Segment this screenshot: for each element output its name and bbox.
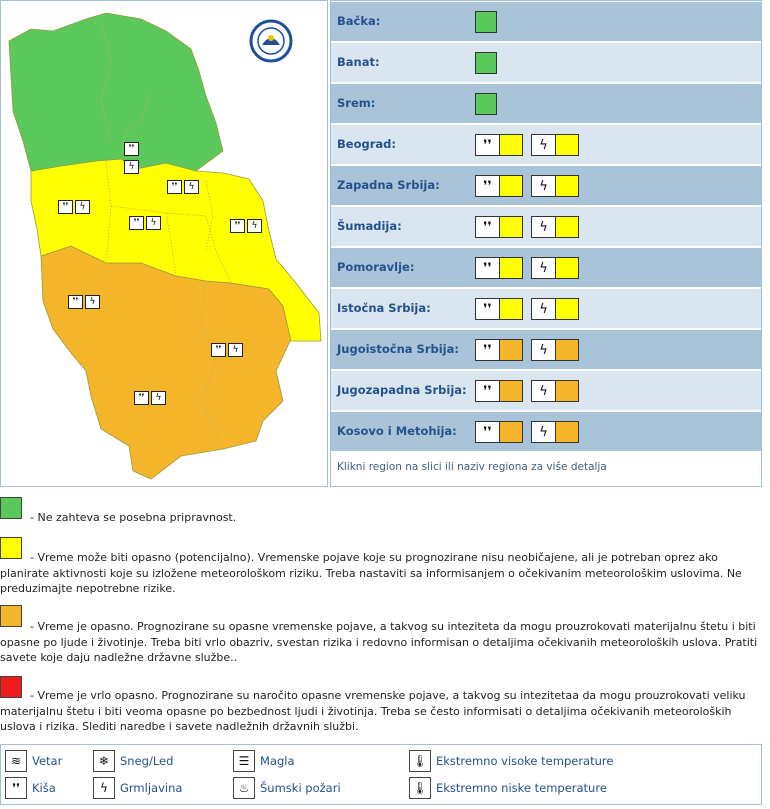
- warning-indicator: [531, 175, 579, 197]
- serbia-warning-map: [0, 0, 328, 487]
- map-thunderstorm-icon: ϟ: [151, 391, 166, 405]
- region-name-link[interactable]: Jugozapadna Srbija:: [337, 383, 467, 397]
- warning-indicator: [531, 339, 579, 361]
- map-thunderstorm-icon: ϟ: [75, 200, 90, 214]
- thunderstorm-icon: ϟ: [532, 176, 556, 196]
- warning-indicator: [475, 339, 523, 361]
- region-name-link[interactable]: Srem:: [337, 96, 376, 110]
- warning-indicator: [531, 134, 579, 156]
- warning-indicator: [475, 257, 523, 279]
- warning-level-yellow: [556, 217, 578, 237]
- icon-key-item: [233, 776, 341, 800]
- map-rain-icon: ❜❜: [134, 391, 149, 405]
- thunderstorm-icon: ϟ: [532, 217, 556, 237]
- map-rain-icon: ❜❜: [58, 200, 73, 214]
- forest-fire-icon: ♨: [233, 777, 255, 799]
- region-row[interactable]: [331, 166, 761, 205]
- region-row[interactable]: [331, 125, 761, 164]
- warning-indicator: [531, 216, 579, 238]
- region-row[interactable]: [331, 43, 761, 82]
- thunderstorm-icon: ϟ: [532, 258, 556, 278]
- warning-level-orange: [500, 340, 522, 360]
- map-thunderstorm-icon: ϟ: [146, 216, 161, 230]
- region-name-link[interactable]: Šumadija:: [337, 219, 402, 233]
- fog-icon: ☰: [233, 750, 255, 772]
- map-thunderstorm-icon: ϟ: [85, 295, 100, 309]
- icon-key: [0, 744, 762, 805]
- warning-level-orange: [556, 340, 578, 360]
- icon-key-label: Magla: [260, 754, 295, 768]
- region-name-link[interactable]: Banat:: [337, 55, 380, 69]
- legend-red-text: - Vreme je vrlo opasno. Prognozirane su naročito opasne vremenske pojave, a takvog su intezitetaa da mogu prouzrokovati veliku materijalnu štetu i biti veoma opasne po bezbednost ljudi i životinja. Treba se često informisati o detaljima očekivanih meteoroloških uslova i rizika. Slediti naredbe i savete nadležnih državnih službi.: [0, 689, 746, 733]
- rain-icon: ❜❜: [476, 340, 500, 360]
- legend-yellow-text: - Vreme može biti opasno (potencijalno). Vremenske pojave koje su prognozirane nisu neobičajene, ali je potreban oprez ako planirate aktivnosti koje su izložene meteorološkom riziku. Treba nastaviti sa informisanjem o očekivanim meteorološkim uslovima. Ne preduzimajte nepotrebne rizike.: [0, 551, 742, 595]
- status-green-box: [475, 52, 497, 74]
- map-thunderstorm-icon: ϟ: [184, 180, 199, 194]
- warning-indicator: [531, 421, 579, 443]
- map-rain-icon: ❜❜: [211, 343, 226, 357]
- status-green-box: [475, 93, 497, 115]
- region-row[interactable]: [331, 289, 761, 328]
- warning-level-yellow: [556, 258, 578, 278]
- icon-key-label: Ekstremno niske temperature: [436, 781, 607, 795]
- warning-level-yellow: [556, 135, 578, 155]
- rain-icon: ❜❜: [476, 258, 500, 278]
- region-name-link[interactable]: Beograd:: [337, 137, 396, 151]
- warning-level-orange: [500, 381, 522, 401]
- region-name-link[interactable]: Pomoravlje:: [337, 260, 415, 274]
- high-temperature-icon: 🌡: [409, 750, 431, 772]
- thunderstorm-icon: ϟ: [532, 381, 556, 401]
- icon-key-item: [5, 749, 62, 773]
- rain-icon: ❜❜: [476, 422, 500, 442]
- region-name-link[interactable]: Istočna Srbija:: [337, 301, 431, 315]
- map-thunderstorm-icon: ϟ: [228, 343, 243, 357]
- region-name-link[interactable]: Zapadna Srbija:: [337, 178, 440, 192]
- icon-key-item: [93, 749, 173, 773]
- warning-indicator: [475, 175, 523, 197]
- rain-icon: ❜❜: [476, 381, 500, 401]
- icon-key-label: Kiša: [32, 781, 56, 795]
- region-row[interactable]: [331, 330, 761, 369]
- thunderstorm-icon: ϟ: [532, 422, 556, 442]
- map-thunderstorm-icon: ϟ: [124, 160, 139, 174]
- warning-level-yellow: [500, 176, 522, 196]
- map-rain-icon: ❜❜: [230, 219, 245, 233]
- wind-icon: ≋: [5, 750, 27, 772]
- map-rain-icon: ❜❜: [124, 142, 139, 156]
- rain-icon: ❜❜: [476, 217, 500, 237]
- rain-icon: ❜❜: [476, 135, 500, 155]
- warning-indicator: [475, 298, 523, 320]
- legend-green-text: - Ne zahteva se posebna pripravnost.: [30, 511, 237, 524]
- legend-orange-text: - Vreme je opasno. Prognozirane su opasne vremenske pojave, a takvog su inteziteta da mogu prouzrokovati materijalnu štetu i biti opasne po ljude i životinje. Treba biti vrlo obazriv, svestan rizika i redovno informisan o detaljima očekivanih meteoroloških uslova. Pratiti savete koje daju nadležne državne službe..: [0, 620, 758, 664]
- icon-key-item: [409, 776, 607, 800]
- status-green-box: [475, 11, 497, 33]
- icon-key-label: Ekstremno visoke temperature: [436, 754, 614, 768]
- warning-level-yellow: [556, 299, 578, 319]
- thunderstorm-icon: ϟ: [532, 299, 556, 319]
- rain-icon: ❜❜: [5, 777, 27, 799]
- warning-level-yellow: [500, 258, 522, 278]
- map-thunderstorm-icon: ϟ: [247, 219, 262, 233]
- warning-indicator: [475, 380, 523, 402]
- warning-indicator: [531, 257, 579, 279]
- warning-indicator: [475, 216, 523, 238]
- region-name-link[interactable]: Jugoistočna Srbija:: [337, 342, 459, 356]
- low-temperature-icon: 🌡: [409, 777, 431, 799]
- icon-key-item: [233, 749, 295, 773]
- region-row[interactable]: [331, 412, 761, 451]
- icon-key-item: [409, 749, 613, 773]
- map-rain-icon: ❜❜: [129, 216, 144, 230]
- region-row[interactable]: [331, 207, 761, 246]
- warning-level-yellow: [556, 176, 578, 196]
- click-hint: Klikni region na slici ili naziv regiona za više detalja: [337, 461, 607, 473]
- icon-key-label: Sneg/Led: [120, 754, 174, 768]
- rain-icon: ❜❜: [476, 176, 500, 196]
- map-rain-icon: ❜❜: [68, 295, 83, 309]
- warning-level-yellow: [500, 299, 522, 319]
- icon-key-label: Vetar: [32, 754, 63, 768]
- snow-ice-icon: ❄: [93, 750, 115, 772]
- warning-level-orange: [556, 422, 578, 442]
- warning-level-yellow: [500, 217, 522, 237]
- region-name-link[interactable]: Bačka:: [337, 14, 381, 28]
- warning-indicator: [531, 298, 579, 320]
- map-canvas: [1, 1, 327, 486]
- warning-level-yellow: [500, 135, 522, 155]
- thunderstorm-icon: ϟ: [93, 777, 115, 799]
- icon-key-item: [5, 776, 56, 800]
- map-region-north[interactable]: [9, 13, 223, 171]
- rhmz-logo: [251, 21, 291, 61]
- warning-indicator: [475, 421, 523, 443]
- region-row[interactable]: [331, 2, 761, 41]
- region-warning-table: [330, 0, 762, 487]
- warning-indicator: [475, 134, 523, 156]
- thunderstorm-icon: ϟ: [532, 340, 556, 360]
- thunderstorm-icon: ϟ: [532, 135, 556, 155]
- icon-key-label: Šumski požari: [260, 781, 341, 795]
- icon-key-label: Grmljavina: [120, 781, 183, 795]
- region-row[interactable]: [331, 371, 761, 410]
- region-name-link[interactable]: Kosovo i Metohija:: [337, 424, 457, 438]
- rain-icon: ❜❜: [476, 299, 500, 319]
- warning-indicator: [531, 380, 579, 402]
- map-rain-icon: ❜❜: [167, 180, 182, 194]
- region-row[interactable]: [331, 84, 761, 123]
- icon-key-item: [93, 776, 182, 800]
- region-row[interactable]: [331, 248, 761, 287]
- warning-level-orange: [556, 381, 578, 401]
- warning-level-orange: [500, 422, 522, 442]
